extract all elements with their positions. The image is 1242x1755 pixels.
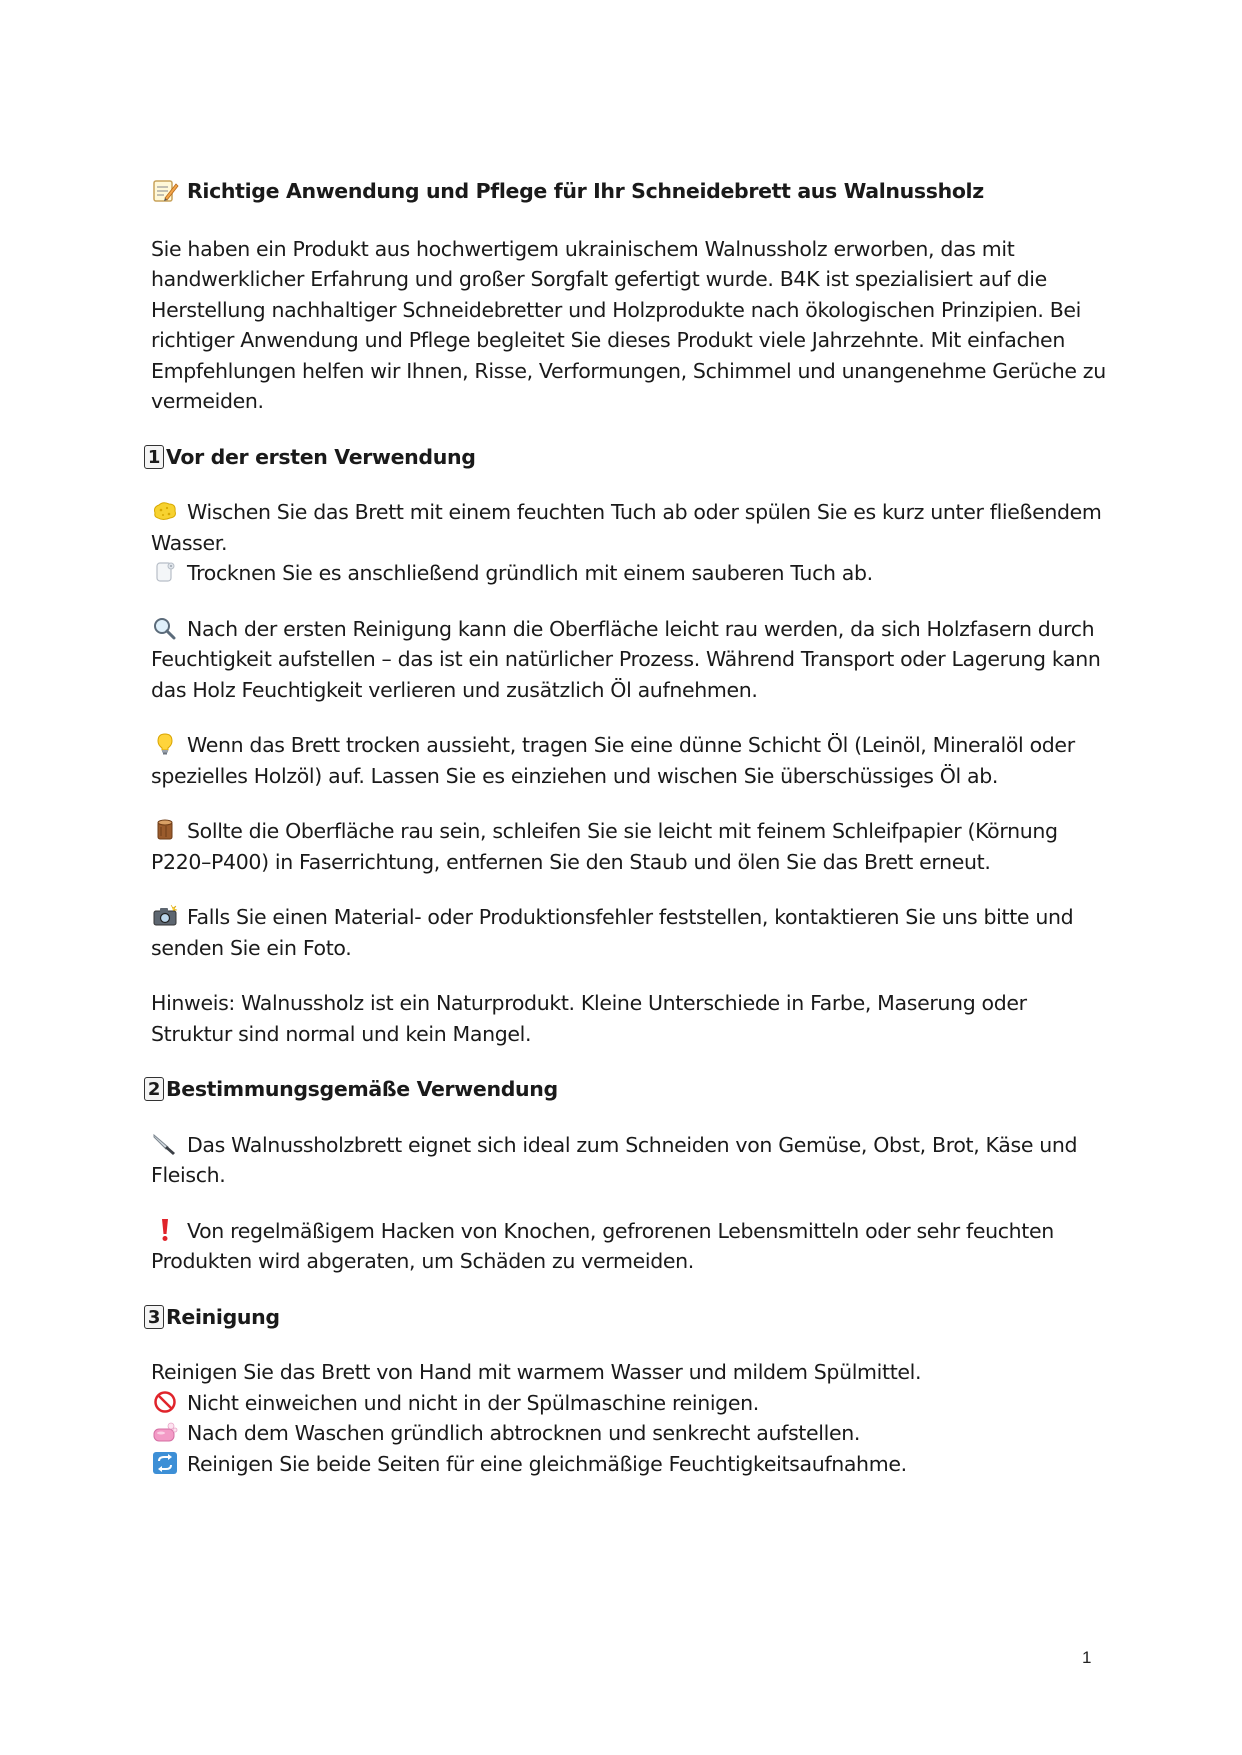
sponge-icon	[151, 499, 179, 523]
section-2-use: Das Walnussholzbrett eignet sich ideal zum Schneiden von Gemüse, Obst, Brot, Käse und Fleisch.	[151, 1132, 1078, 1187]
wood-log-icon	[151, 818, 179, 842]
prohibited-icon	[151, 1390, 179, 1414]
section-1-wipe-dry	[151, 497, 1111, 589]
keycap-3-icon: 3	[144, 1305, 164, 1329]
document-title	[151, 176, 1111, 207]
soap-icon	[151, 1420, 179, 1444]
magnifying-glass-icon	[151, 616, 179, 640]
keycap-1-icon: 1	[144, 445, 164, 469]
document-title-text: Richtige Anwendung und Pflege für Ihr Schneidebrett aus Walnussholz	[187, 179, 984, 203]
section-1-wood-note: Hinweis: Walnussholz ist ein Naturprodukt. Kleine Unterschiede in Farbe, Maserung oder Struktur sind normal und kein Mangel.	[151, 991, 1027, 1046]
exclamation-mark-icon	[151, 1218, 179, 1242]
both-sides-line: Reinigen Sie beide Seiten für eine gleichmäßige Feuchtigkeitsaufnahme.	[151, 1449, 1111, 1480]
section-3-cleaning	[151, 1357, 1111, 1479]
camera-flash-icon	[151, 904, 179, 928]
section-2-title: Bestimmungsgemäße Verwendung	[166, 1077, 558, 1101]
intro-paragraph: Sie haben ein Produkt aus hochwertigem ukrainischem Walnussholz erworben, das mit handwerklicher Erfahrung und großer Sorgfalt gefertigt wurde. B4K ist spezialisiert auf die Herstellung nachhaltiger Schneidebretter und Holzprodukte nach ökologischen Prinzipien. Bei richtiger Anwendung und Pflege begleitet Sie dieses Produkt viele Jahrzehnte. Mit einfachen Empfehlungen helfen wir Ihnen, Risse, Verformungen, Schimmel und unangenehme Gerüche zu vermeiden.	[151, 236, 1106, 413]
document-page	[147, 176, 1111, 1504]
hand-wash-line: Reinigen Sie das Brett von Hand mit warmem Wasser und mildem Spülmittel.	[151, 1360, 922, 1384]
section-1-title: Vor der ersten Verwendung	[166, 444, 476, 469]
section-1-heading	[144, 442, 1111, 473]
section-1-defect-note: Falls Sie einen Material- oder Produktionsfehler feststellen, kontaktieren Sie uns bitte und senden Sie ein Foto.	[151, 905, 1074, 960]
repeat-arrows-icon	[151, 1451, 179, 1475]
section-2-heading	[144, 1074, 1111, 1105]
dry-upright-line: Nach dem Waschen gründlich abtrocknen und senkrecht aufstellen.	[151, 1418, 1111, 1449]
memo-icon	[151, 179, 179, 203]
kitchen-knife-icon	[151, 1132, 179, 1156]
wipe-line: Wischen Sie das Brett mit einem feuchten Tuch ab oder spülen Sie es kurz unter fließendem Wasser.	[151, 500, 1102, 555]
section-2-warning: Von regelmäßigem Hacken von Knochen, gefrorenen Lebensmitteln oder sehr feuchten Produkten wird abgeraten, um Schäden zu vermeiden.	[151, 1218, 1054, 1273]
section-1-sand-tip: Sollte die Oberfläche rau sein, schleifen Sie sie leicht mit feinem Schleifpapier (Körnung P220–P400) in Faserrichtung, entfernen Sie den Staub und ölen Sie das Brett erneut.	[151, 819, 1058, 874]
section-1-rough-note: Nach der ersten Reinigung kann die Oberfläche leicht rau werden, da sich Holzfasern durch Feuchtigkeit aufstellen – das ist ein natürlicher Prozess. Während Transport oder Lagerung kann das Holz Feuchtigkeit verlieren und zusätzlich Öl aufnehmen.	[151, 616, 1101, 702]
section-1-oil-tip: Wenn das Brett trocken aussieht, tragen Sie eine dünne Schicht Öl (Leinöl, Mineralöl oder spezielles Holzöl) auf. Lassen Sie es einziehen und wischen Sie überschüssiges Öl ab.	[151, 733, 1075, 788]
section-3-heading	[144, 1302, 1111, 1333]
dry-line: Trocknen Sie es anschließend gründlich mit einem sauberen Tuch ab.	[151, 558, 1111, 589]
paper-towel-icon	[151, 560, 179, 584]
no-soak-line: Nicht einweichen und nicht in der Spülmaschine reinigen.	[151, 1388, 1111, 1419]
light-bulb-icon	[151, 732, 179, 756]
keycap-2-icon: 2	[144, 1077, 164, 1101]
page-number: 1	[1082, 1648, 1092, 1667]
section-3-title: Reinigung	[166, 1304, 280, 1329]
